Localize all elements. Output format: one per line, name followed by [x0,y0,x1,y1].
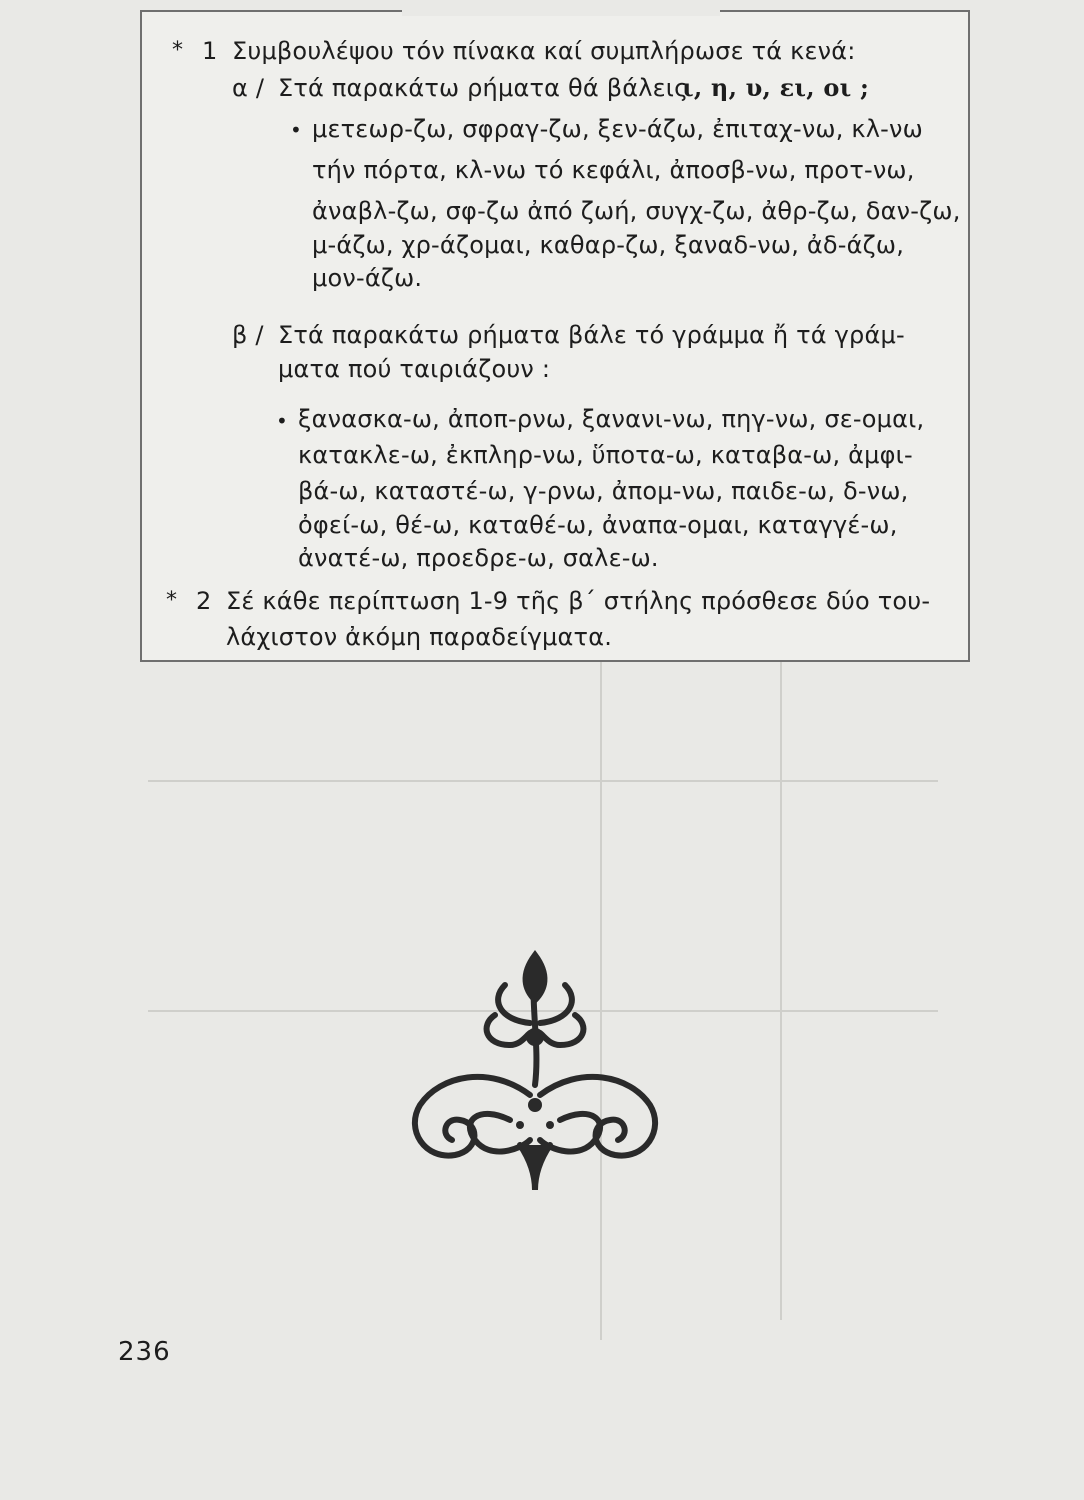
part-b-line-3: βά-ω, καταστέ-ω, γ-ρνω, ἀπομ-νω, παιδε-ω, δ-νω, [298,477,909,505]
part-b-intro-line-2: ματα πού ταιριάζουν : [278,355,551,383]
exercise-1-marker: * [172,38,183,63]
exercise-1-number: 1 [202,37,218,65]
part-b-label: β / [232,321,264,349]
part-a-letters: ι, η, υ, ει, οι ; [682,73,869,102]
box-border-gap [402,8,720,16]
exercise-2-line-1: Σέ κάθε περίπτωση 1-9 τῆς β΄ στήλης πρόσθεσε δύο του- [226,587,931,615]
ghost-rule [148,780,938,782]
part-a-line-3: ἀναβλ-ζω, σφ-ζω ἀπό ζωή, συγχ-ζω, ἀθρ-ζω, δαν-ζω, [312,197,961,225]
part-a-line-1: μετεωρ-ζω, σφραγ-ζω, ξεν-άζω, ἐπιταχ-νω, κλ-νω [312,115,923,143]
exercise-2-marker: * [166,588,177,613]
part-b-line-1: ξανασκα-ω, ἀποπ-ρνω, ξανανι-νω, πηγ-νω, σε-ομαι, [298,405,925,433]
part-b-line-5: ἀνατέ-ω, προεδρε-ω, σαλε-ω. [298,544,659,572]
ornament-flourish-icon [380,945,690,1195]
part-a-line-4: μ-άζω, χρ-άζομαι, καθαρ-ζω, ξαναδ-νω, ἀδ-άζω, [312,231,905,259]
part-b-line-4: ὀφεί-ω, θέ-ω, καταθέ-ω, ἀναπα-ομαι, καταγγέ-ω, [298,511,898,539]
page-number: 236 [118,1337,171,1367]
exercise-2-number: 2 [196,587,212,615]
part-a-line-5: μον-άζω. [312,264,423,292]
part-a-bullet: • [290,118,302,142]
part-b-bullet: • [276,409,288,433]
part-a-intro: Στά παρακάτω ρήματα θά βάλεις [278,74,689,102]
exercise-1-instruction: Συμβουλέψου τόν πίνακα καί συμπλήρωσε τά κενά: [232,37,856,65]
exercise-2-line-2: λάχιστον ἀκόμη παραδείγματα. [226,623,613,651]
part-b-intro-line-1: Στά παρακάτω ρήματα βάλε τό γράμμα ἤ τά γράμ- [278,321,905,349]
part-a-line-2: τήν πόρτα, κλ-νω τό κεφάλι, ἀποσβ-νω, προτ-νω, [312,156,915,184]
part-b-line-2: κατακλε-ω, ἐκπληρ-νω, ὕποτα-ω, καταβα-ω, ἀμφι- [298,441,913,469]
part-a-label: α / [232,74,265,102]
